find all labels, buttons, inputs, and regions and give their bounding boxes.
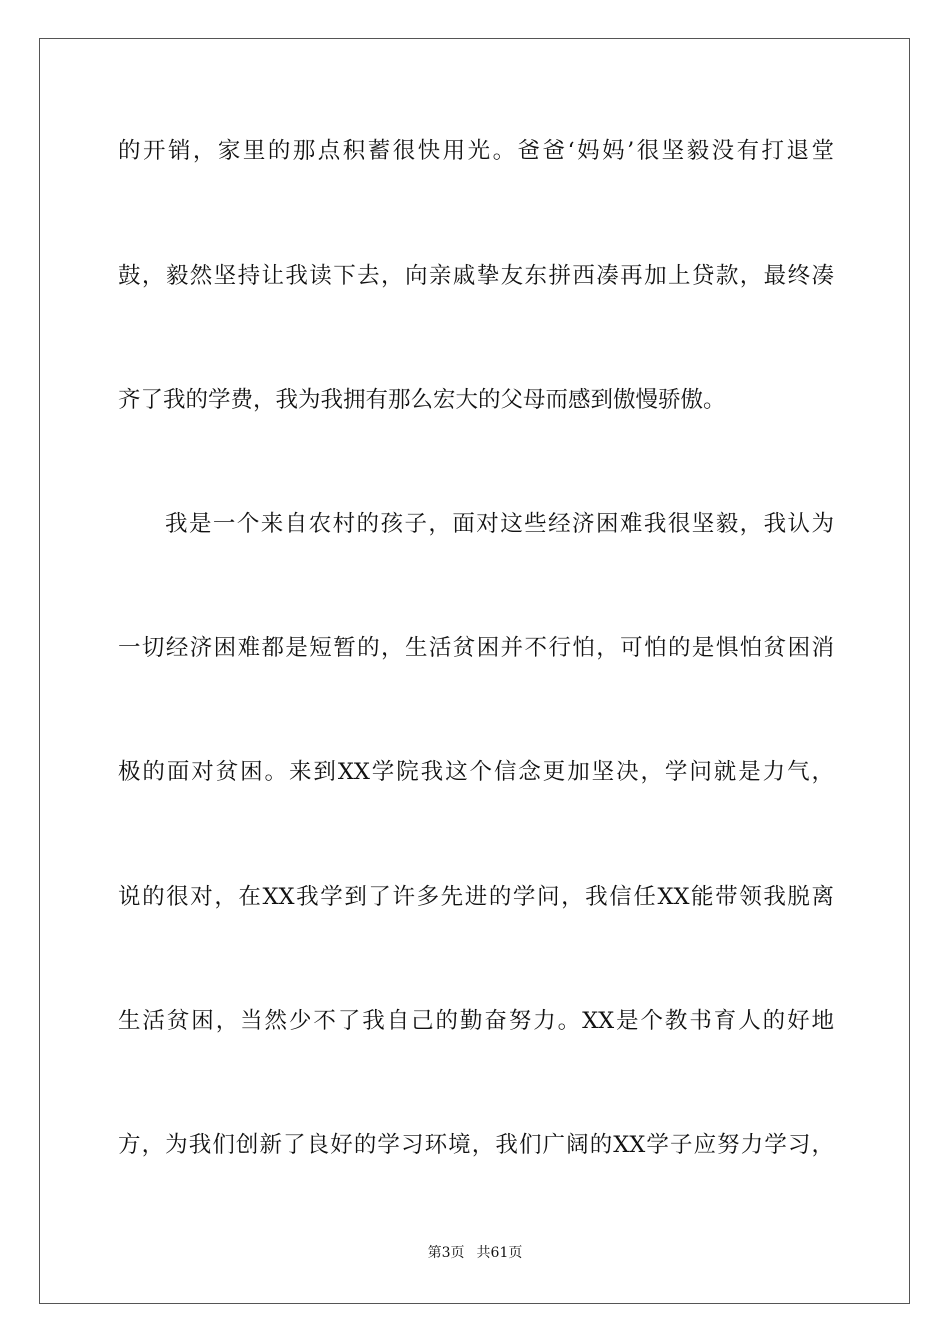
page-number: 第3页	[427, 1245, 465, 1261]
body-line-3: 齐了我的学费，我为我拥有那么宏大的父母而感到傲慢骄傲。	[118, 387, 726, 413]
body-line-1: 的开销，家里的那点积蓄很快用光。爸爸‘妈妈’很坚毅没有打退堂	[118, 138, 834, 164]
body-line-7: 说的很对，在XX我学到了许多先进的学问，我信任XX能带领我脱离	[118, 884, 834, 910]
body-line-9: 方，为我们创新了良好的学习环境，我们广阔的XX学子应努力学习，	[118, 1132, 834, 1158]
body-line-8: 生活贫困，当然少不了我自己的勤奋努力。XX是个教书育人的好地	[118, 1008, 834, 1034]
body-line-5: 一切经济困难都是短暂的，生活贫困并不行怕，可怕的是惧怕贫困消	[118, 635, 834, 661]
page-total: 共61页	[476, 1245, 523, 1261]
body-line-4: 我是一个来自农村的孩子，面对这些经济困难我很坚毅，我认为	[165, 511, 834, 537]
page-footer	[0, 1243, 950, 1263]
body-line-6: 极的面对贫困。来到XX学院我这个信念更加坚决，学问就是力气，	[118, 759, 834, 785]
body-line-2: 鼓，毅然坚持让我读下去，向亲戚挚友东拼西凑再加上贷款，最终凑	[118, 263, 834, 289]
page-frame	[39, 38, 910, 1304]
